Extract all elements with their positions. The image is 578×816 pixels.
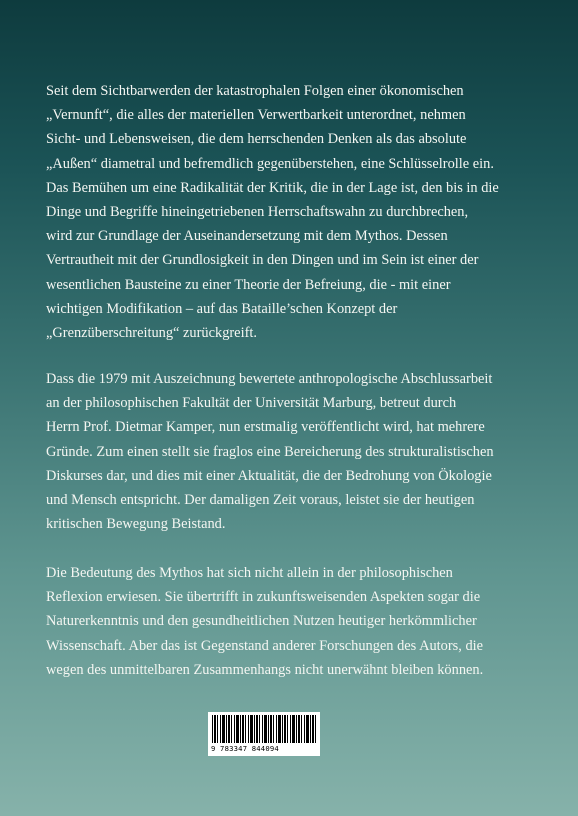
barcode-bars (212, 715, 316, 743)
barcode-digits: 9 783347 844094 (211, 744, 279, 753)
blurb-paragraph-3: Die Bedeutung des Mythos hat sich nicht allein in der philosophischen Reflexion erwiesen. Sie übertrifft in zukunftsweisenden Aspekten sogar die Naturerkenntnis und den gesundheitlichen Nutzen heutiger herkömmlicher Wissenschaft. Aber das ist Gegenstand anderer Forschungen des Autors, die wegen des unmittelbaren Zusammenhangs nicht unerwähnt bleiben können. (46, 565, 484, 678)
blurb-paragraph-2: Dass die 1979 mit Auszeichnung bewertete anthropologische Abschlussarbeit an der philosophischen Fakultät der Universität Marburg, betreut durch Herrn Prof. Dietmar Kamper, nun erstmalig veröffentlicht wird, hat mehrere Gründe. Zum einen stellt sie fraglos eine Bereicherung des strukturalistischen Diskurses dar, und dies mit einer Aktualität, die der Bedrohung von Ökologie und Mensch entspricht. Der damaligen Zeit voraus, leistet sie der heutigen kritischen Bewegung Beistand. (46, 371, 494, 533)
isbn-barcode (208, 712, 320, 756)
blurb-paragraph-1: Seit dem Sichtbarwerden der katastrophalen Folgen einer ökonomischen „Vernunft“, die alles der materiellen Verwertbarkeit unterordnet, nehmen Sicht- und Lebensweisen, die dem herrschenden Denken als das absolute „Außen“ diametral und befremdlich gegenüberstehen, eine Schlüsselrolle ein. Das Bemühen um eine Radikalität der Kritik, die in der Lage ist, den bis in die Dinge und Begriffe hineingetriebenen Herrschaftswahn zu durchbrechen, wird zur Grundlage der Auseinandersetzung mit dem Mythos. Dessen Vertrautheit mit der Grundlosigkeit in den Dingen und im Sein ist einer der wesentlichen Bausteine zu einer Theorie der Befreiung, die - mit einer wichtigen Modifikation – auf das Bataille’schen Konzept der „Grenzüberschreitung“ zurückgreift. (46, 83, 499, 342)
